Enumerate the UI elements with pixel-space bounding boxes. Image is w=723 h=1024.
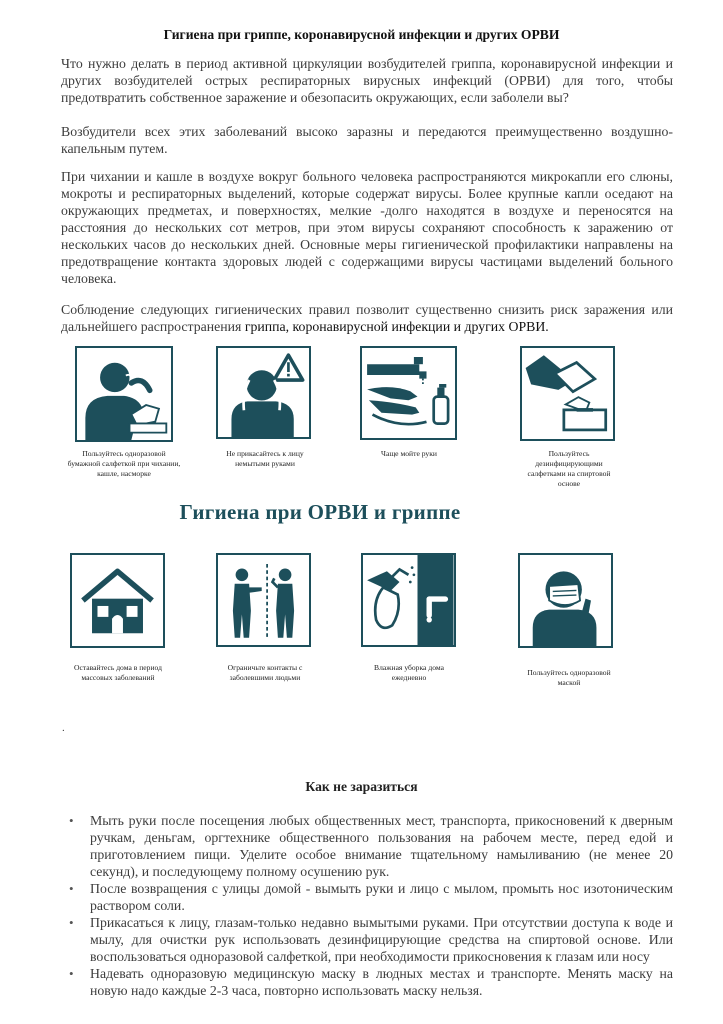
mask-caption: Пользуйтесь одноразовой маской bbox=[527, 668, 611, 687]
list-item: • После возвращения с улицы домой - вымыть руки и лицо с мылом, промыть нос изотоническим раствором соли. bbox=[90, 880, 673, 914]
disinfectant-wipes-icon bbox=[520, 346, 615, 441]
home-caption: Оставайтесь дома в период массовых заболеваний bbox=[74, 663, 162, 682]
tissue-sneeze-icon bbox=[75, 346, 173, 442]
rules-paragraph-end: гриппа, коронавирусной инфекции и других ОРВИ. bbox=[244, 319, 549, 334]
section-subtitle: Как не заразиться bbox=[305, 779, 418, 794]
stray-dot: . bbox=[62, 722, 65, 734]
limit-contacts-icon bbox=[216, 553, 311, 647]
no-touch-caption: Не прикасайтесь к лицу немытыми руками bbox=[226, 449, 304, 468]
rules-paragraph bbox=[61, 301, 673, 335]
wipes-caption: Пользуйтесь дезинфицирующими салфетками на спиртовой основе bbox=[527, 449, 611, 488]
list-item: • Надевать одноразовую медицинскую маску в людных местах и транспорте. Менять маску на новую надо каждые 2-3 часа, повторно использовать маску нельзя. bbox=[90, 965, 673, 999]
contagion-paragraph: Возбудители всех этих заболеваний высоко заразны и передаются преимущественно воздушно-капельным путем. bbox=[61, 124, 673, 156]
hand-washing-icon bbox=[360, 346, 457, 440]
poster-banner: Гигиена при ОРВИ и гриппе bbox=[179, 500, 461, 524]
document-title: Гигиена при гриппе, коронавирусной инфекции и других ОРВИ bbox=[163, 27, 560, 42]
warning-no-touch-face-icon bbox=[216, 346, 311, 439]
list-item: • Прикасаться к лицу, глазам-только недавно вымытыми руками. При отсутствии доступа к воде и мылу, для очистки рук использовать дезинфицирующие средства на спиртовой основе. Или воспользоваться одноразовой салфеткой, при необходимости прикосновения к глазам или носу bbox=[90, 914, 673, 965]
stay-home-icon bbox=[70, 553, 165, 648]
contacts-caption: Ограничьте контакты с заболевшими людьми bbox=[227, 663, 303, 682]
droplets-paragraph: При чихании и кашле в воздухе вокруг больного человека распространяются микрокапли его слюны, мокроты и респираторных выделений, которые содержат вирусы. Более крупные капли оседают на окружающих предметах, и поверхностях, мелкие -долго находятся в воздухе и переносятся на расстояния до нескольких сот метров, при этом вирусы сохраняют способность к заражению от нескольких часов до нескольких дней. Основные меры гигиенической профилактики направлены на предотвращение контакта здоровых людей с содержащими вирусы частицами выделений больного человека. bbox=[61, 169, 673, 286]
prevention-list bbox=[90, 812, 673, 999]
list-item: • Мыть руки после посещения любых общественных мест, транспорта, прикосновений к дверным ручкам, деньгам, оргтехнике общественного пользования на рабочем месте, перед едой и приготовлением пищи. Уделите особое внимание тщательному намыливанию (не менее 20 секунд), и последующему полному осушению рук. bbox=[90, 812, 673, 880]
wet-cleaning-icon bbox=[361, 553, 456, 647]
tissue-caption: Пользуйтесь одноразовой бумажной салфеткой при чихании, кашле, насморке bbox=[67, 449, 181, 478]
wash-caption: Чаще мойте руки bbox=[381, 449, 437, 458]
intro-paragraph: Что нужно делать в период активной циркуляции возбудителей гриппа, коронавирусной инфекции и других возбудителей острых респираторных вирусных инфекций (ОРВИ) для того, чтобы предотвратить собственное заражение и обезопасить окружающих, если заболели вы? bbox=[61, 56, 673, 105]
rules-paragraph-start: Соблюдение следующих гигиенических правил позволит существенно снизить риск заражения или дальнейшего распространения bbox=[61, 302, 673, 334]
cleaning-caption: Влажная уборка дома ежедневно bbox=[374, 663, 444, 682]
face-mask-icon bbox=[518, 553, 613, 648]
